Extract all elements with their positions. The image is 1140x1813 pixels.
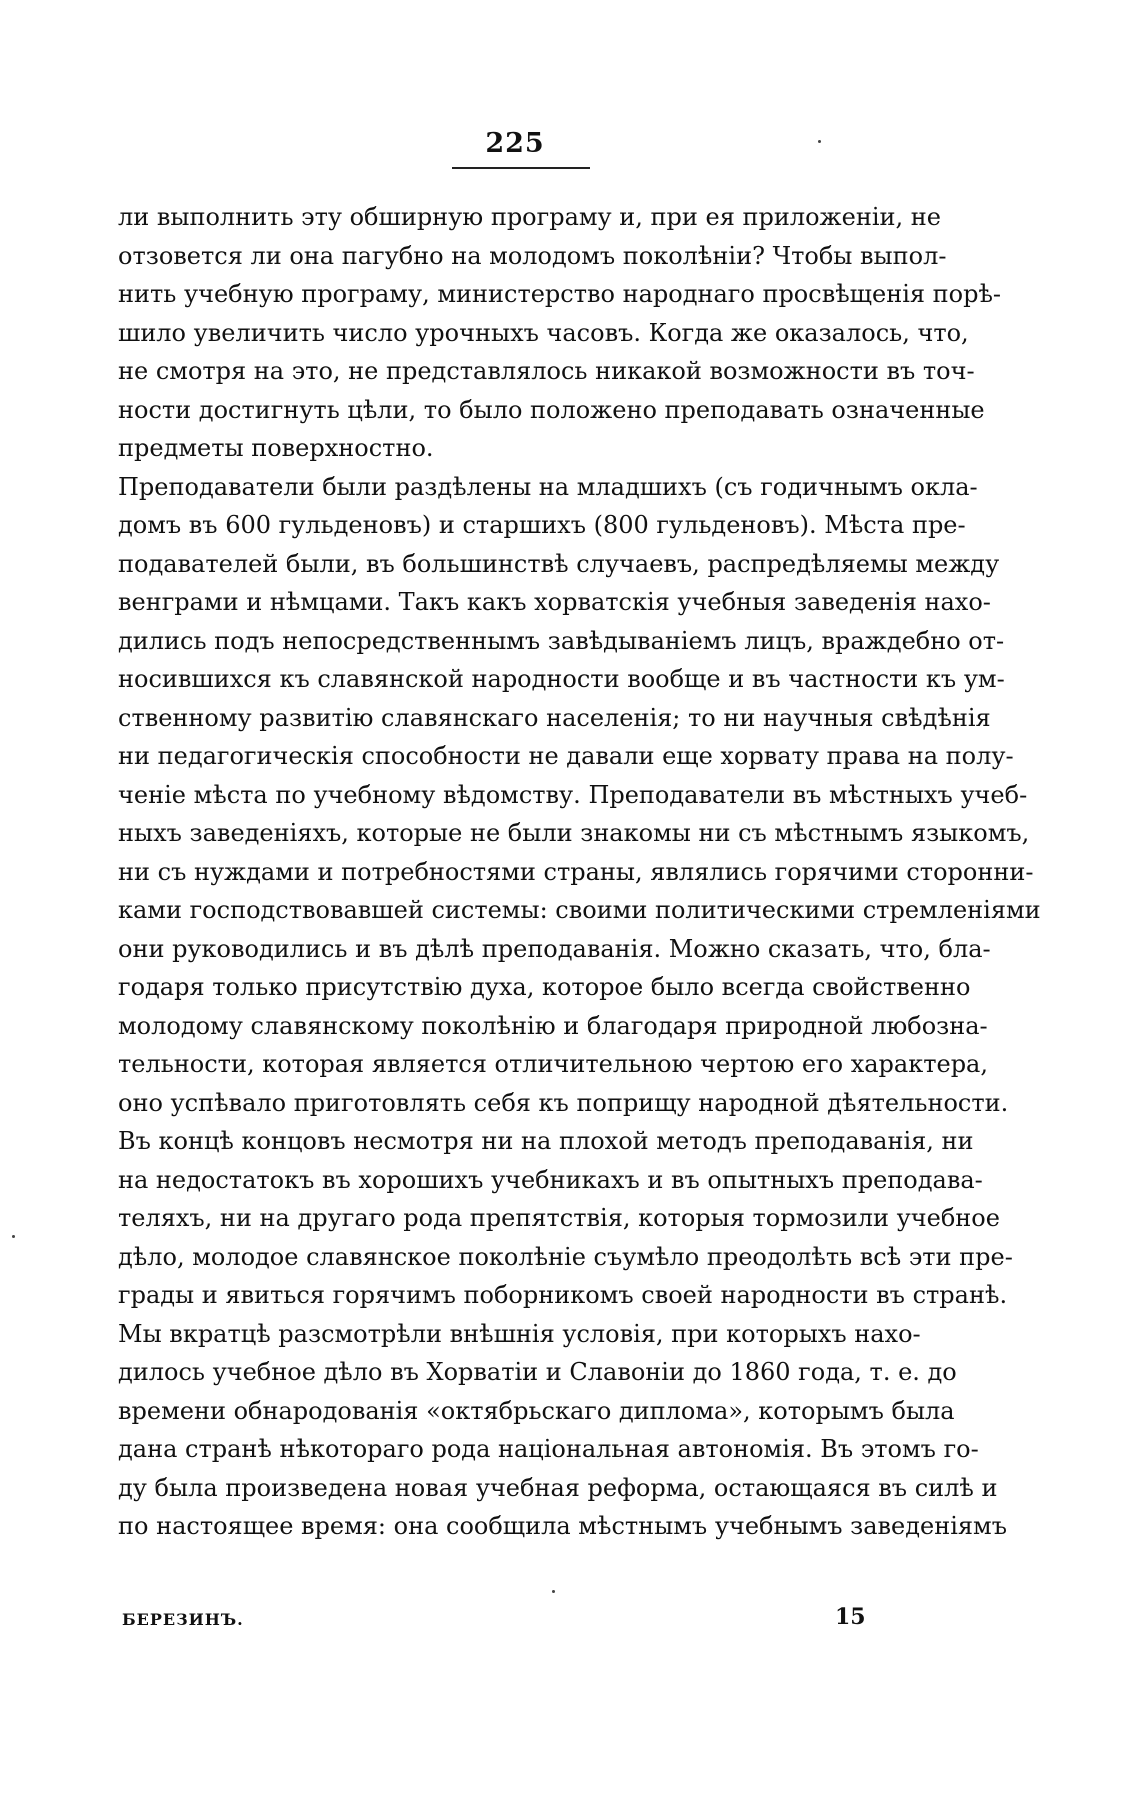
text-line: ни съ нуждами и потребностями страны, являлись горячими сторонни-	[118, 857, 1034, 886]
scan-speck	[818, 140, 821, 143]
footer-sheet-number: 15	[835, 1604, 866, 1630]
text-line: оно успѣвало приготовлять себя къ поприщу народной дѣятельности.	[118, 1088, 1009, 1117]
text-line: дились подъ непосредственнымъ завѣдыванiемъ лицъ, враждебно от-	[118, 626, 1005, 655]
text-line: венграми и нѣмцами. Такъ какъ хорватскiя учебныя заведенiя нахо-	[118, 588, 991, 616]
text-line: ныхъ заведенiяхъ, которые не были знакомы ни съ мѣстнымъ языкомъ,	[118, 819, 1030, 847]
text-line: дѣло, молодое славянское поколѣнiе съумѣло преодолѣть всѣ эти пре-	[118, 1242, 1013, 1271]
text-line: Преподаватели были раздѣлены на младшихъ (съ годичнымъ окла-	[118, 472, 978, 501]
text-line: подавателей были, въ большинствѣ случаевъ, распредѣляемы между	[118, 549, 1000, 578]
scan-speck	[12, 1235, 15, 1238]
text-line: носившихся къ славянской народности вообще и въ частности къ ум-	[118, 665, 1005, 693]
text-line: шило увеличить число урочныхъ часовъ. Когда же оказалось, что,	[118, 318, 969, 347]
text-line: ду была произведена новая учебная реформа, остающаяся въ силѣ и	[118, 1473, 998, 1502]
text-line: дилось учебное дѣло въ Хорватiи и Славонiи до 1860 года, т. е. до	[118, 1358, 957, 1386]
text-line: дана странѣ нѣкотораго рода нацiональная автономiя. Въ этомъ го-	[118, 1435, 979, 1463]
text-line: предметы поверхностно.	[118, 434, 434, 462]
text-line: нить учебную програму, министерство народнаго просвѣщенiя порѣ-	[118, 280, 1002, 308]
text-line: ли выполнить эту обширную програму и, при ея приложенiи, не	[118, 203, 941, 231]
text-line: Въ концѣ концовъ несмотря ни на плохой методъ преподаванiя, ни	[118, 1127, 974, 1155]
text-line: молодому славянскому поколѣнiю и благодаря природной любозна-	[118, 1011, 988, 1040]
text-line: ности достигнуть цѣли, то было положено преподавать означенные	[118, 395, 985, 424]
text-line: тельности, которая является отличительною чертою его характера,	[118, 1050, 988, 1078]
text-line: времени обнародованiя «октябрьскаго диплома», которымъ была	[118, 1396, 955, 1425]
text-line: они руководились и въ дѣлѣ преподаванiя. Можно сказать, что, бла-	[118, 934, 991, 963]
body-text	[118, 198, 1041, 1546]
header-rule	[452, 167, 590, 169]
text-line: ни педагогическiя способности не давали еще хорвату права на полу-	[118, 742, 1014, 770]
text-line: домъ въ 600 гульденовъ) и старшихъ (800 гульденовъ). Мѣста пре-	[118, 511, 966, 539]
text-line: ченiе мѣста по учебному вѣдомству. Преподаватели въ мѣстныхъ учеб-	[118, 780, 1028, 809]
footer-signature: БЕРЕЗИНЪ.	[122, 1610, 244, 1629]
text-line: Мы вкратцѣ разсмотрѣли внѣшнiя условiя, при которыхъ нахо-	[118, 1319, 921, 1348]
text-line: ственному развитiю славянскаго населенiя; то ни научныя свѣдѣнiя	[118, 703, 991, 732]
text-line: отзовется ли она пагубно на молодомъ поколѣнiи? Чтобы выпол-	[118, 241, 947, 270]
text-line: теляхъ, ни на другаго рода препятствiя, которыя тормозили учебное	[118, 1204, 1000, 1232]
scan-speck	[552, 1590, 555, 1593]
text-line: не смотря на это, не представлялось никакой возможности въ точ-	[118, 357, 975, 385]
text-line: годаря только присутствiю духа, которое было всегда свойственно	[118, 973, 971, 1001]
text-line: на недостатокъ въ хорошихъ учебникахъ и въ опытныхъ преподава-	[118, 1165, 983, 1194]
text-line: грады и явиться горячимъ поборникомъ своей народности въ странѣ.	[118, 1281, 1008, 1309]
page-number: 225	[485, 128, 545, 159]
text-line: ками господствовавшей системы: своими политическими стремленiями	[118, 896, 1041, 924]
text-line: по настоящее время: она сообщила мѣстнымъ учебнымъ заведенiямъ	[118, 1512, 1007, 1540]
